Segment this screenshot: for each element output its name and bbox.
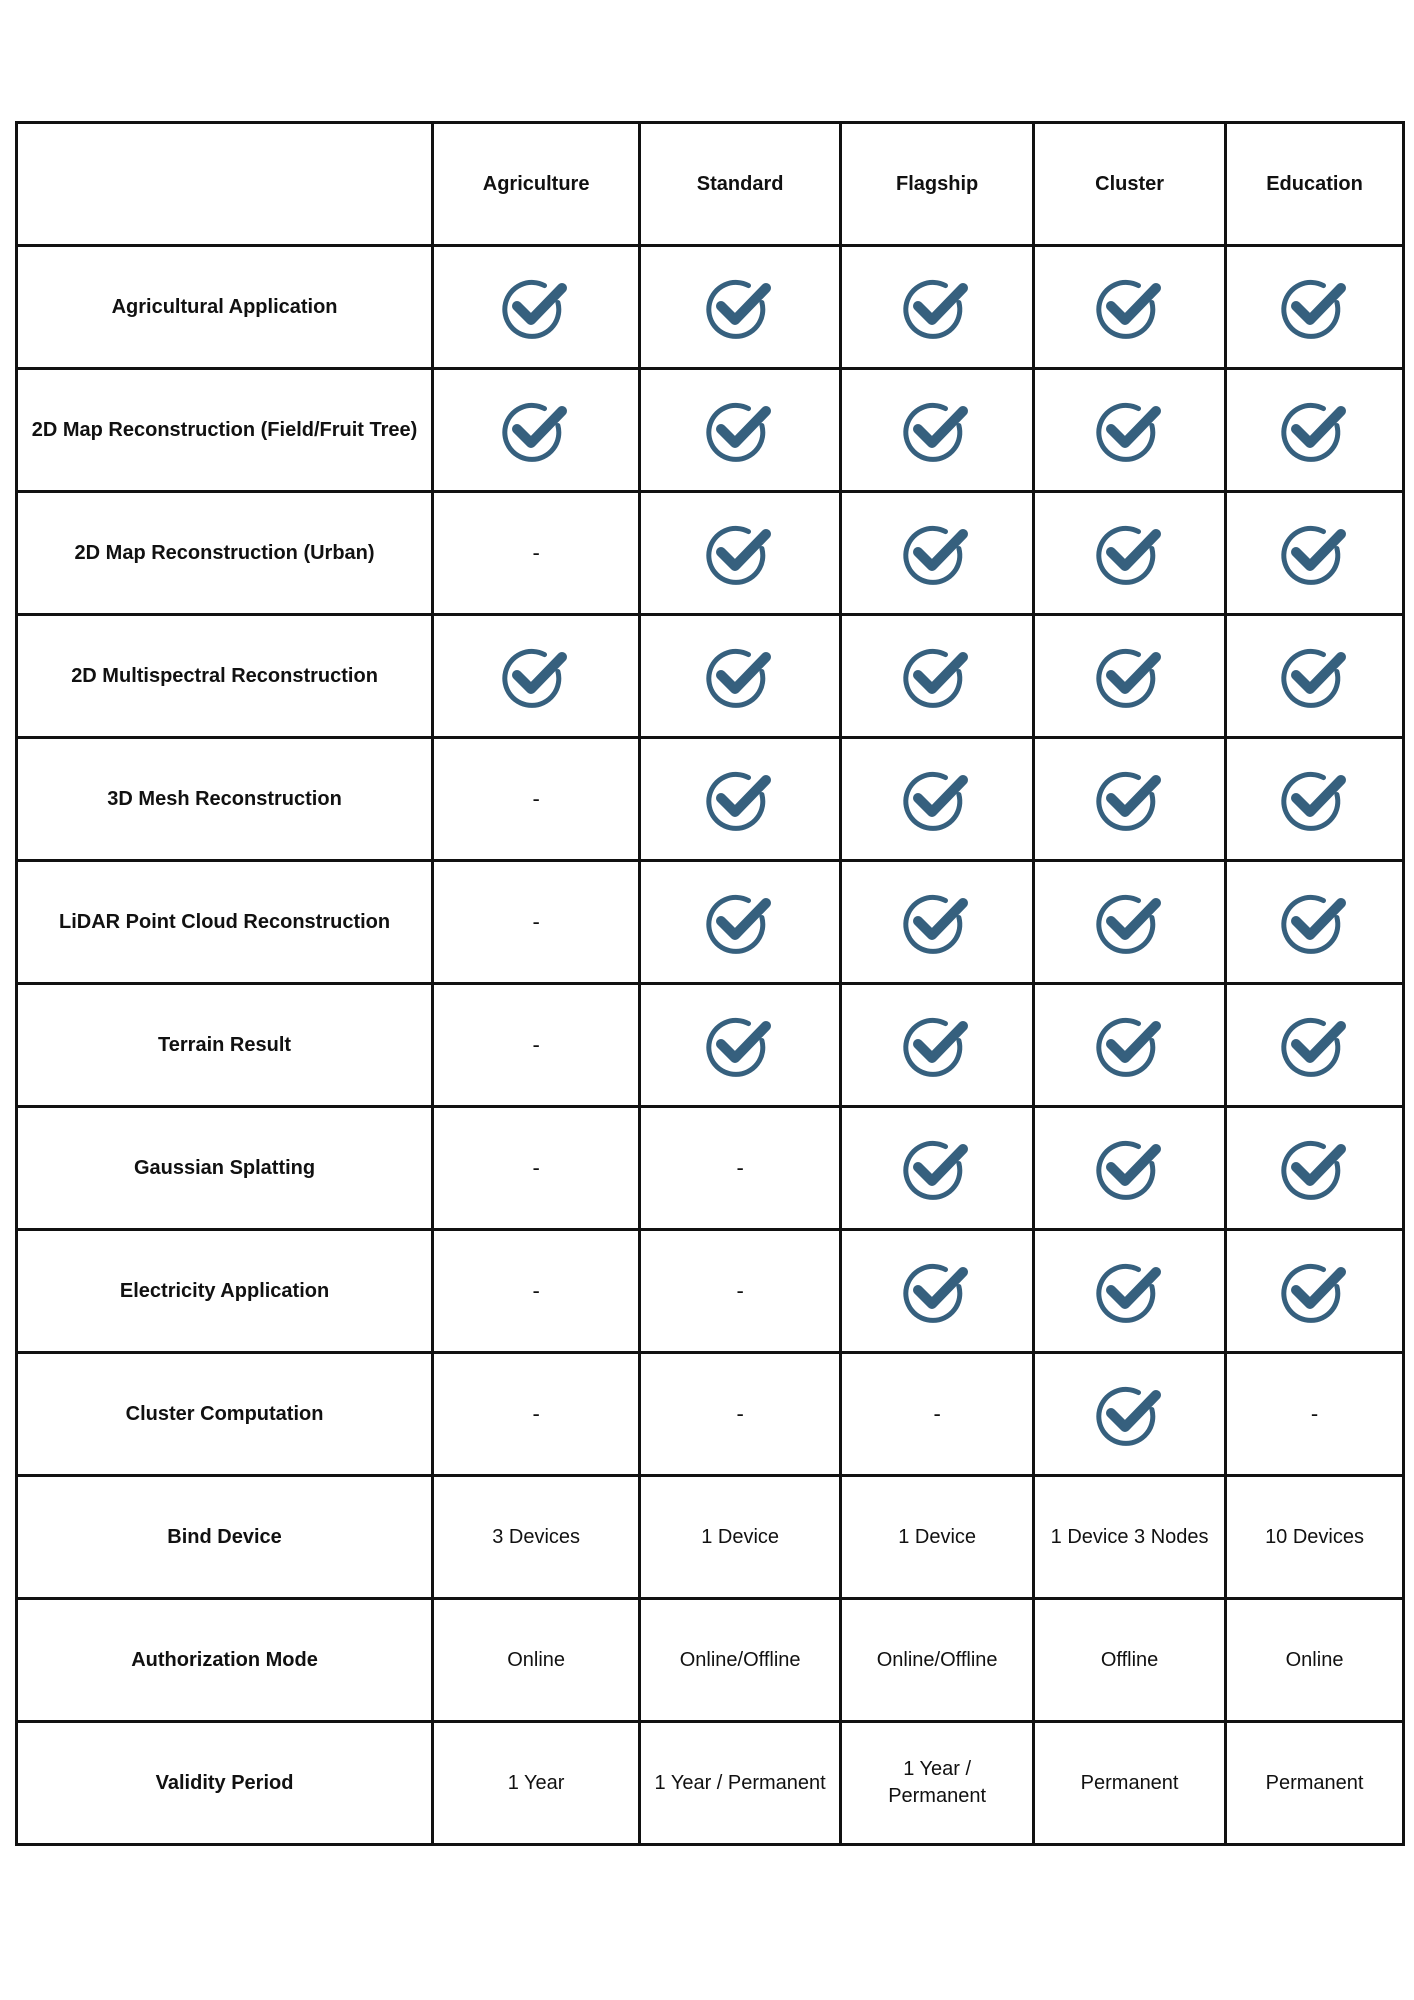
check-icon (500, 275, 572, 339)
check-cell (841, 615, 1034, 738)
check-icon (901, 767, 973, 831)
check-icon (901, 1259, 973, 1323)
check-icon (901, 398, 973, 462)
check-cell (1226, 1230, 1404, 1353)
dash-cell (433, 1353, 640, 1476)
row-label: LiDAR Point Cloud Reconstruction (17, 861, 433, 984)
table-row (17, 984, 1404, 1107)
check-cell (1226, 738, 1404, 861)
table-row (17, 1599, 1404, 1722)
cell-value: 1 Device (701, 1525, 780, 1548)
header-row (17, 123, 1404, 246)
cell-value: Online/Offline (679, 1648, 801, 1671)
dash-cell (640, 1107, 841, 1230)
row-label: Validity Period (17, 1722, 433, 1845)
dash-text: - (532, 1031, 540, 1057)
check-cell (640, 615, 841, 738)
row-label: Cluster Computation (17, 1353, 433, 1476)
dash-text: - (532, 1154, 540, 1180)
check-cell (841, 861, 1034, 984)
check-icon (1279, 521, 1351, 585)
dash-text: - (532, 1277, 540, 1303)
dash-text: - (736, 1277, 744, 1303)
check-icon (1094, 767, 1166, 831)
dash-cell (433, 738, 640, 861)
table-body (17, 246, 1404, 1845)
row-label: Terrain Result (17, 984, 433, 1107)
value-cell (640, 1722, 841, 1845)
check-cell (1034, 369, 1226, 492)
dash-cell (433, 984, 640, 1107)
table-row (17, 861, 1404, 984)
value-cell (433, 1476, 640, 1599)
check-cell (640, 984, 841, 1107)
check-cell (1226, 1107, 1404, 1230)
check-icon (704, 398, 776, 462)
dash-cell (640, 1353, 841, 1476)
cell-value: 1 Year / Permanent (654, 1771, 826, 1794)
cell-value: Offline (1100, 1648, 1159, 1671)
dash-text: - (736, 1154, 744, 1180)
check-cell (1034, 984, 1226, 1107)
check-icon (704, 767, 776, 831)
check-icon (1094, 1259, 1166, 1323)
table-row (17, 492, 1404, 615)
check-icon (1094, 890, 1166, 954)
dash-text: - (933, 1400, 941, 1426)
check-icon (901, 644, 973, 708)
row-label: Bind Device (17, 1476, 433, 1599)
check-icon (704, 275, 776, 339)
row-label: 2D Map Reconstruction (Field/Fruit Tree) (17, 369, 433, 492)
check-cell (1226, 369, 1404, 492)
row-label: 2D Map Reconstruction (Urban) (17, 492, 433, 615)
check-icon (1094, 1013, 1166, 1077)
table-row (17, 369, 1404, 492)
dash-cell (1226, 1353, 1404, 1476)
table-row (17, 1353, 1404, 1476)
check-cell (1034, 1230, 1226, 1353)
check-cell (433, 246, 640, 369)
row-label: Gaussian Splatting (17, 1107, 433, 1230)
table-row (17, 1107, 1404, 1230)
table-row (17, 738, 1404, 861)
check-cell (1226, 984, 1404, 1107)
check-icon (1094, 644, 1166, 708)
table-row (17, 1722, 1404, 1845)
dash-cell (841, 1353, 1034, 1476)
dash-text: - (532, 785, 540, 811)
value-cell (1226, 1722, 1404, 1845)
check-cell (841, 1107, 1034, 1230)
table-row (17, 1230, 1404, 1353)
dash-cell (640, 1230, 841, 1353)
row-label: Agricultural Application (17, 246, 433, 369)
value-cell (640, 1599, 841, 1722)
check-icon (1279, 890, 1351, 954)
check-cell (640, 246, 841, 369)
table-row (17, 246, 1404, 369)
cell-value: 10 Devices (1265, 1525, 1364, 1548)
cell-value: 1 Device (898, 1525, 977, 1548)
dash-text: - (532, 1400, 540, 1426)
column-header-flagship: Flagship (841, 123, 1034, 246)
table-row (17, 615, 1404, 738)
check-cell (1034, 246, 1226, 369)
cell-value: Online/Offline (876, 1648, 998, 1671)
column-header-cluster: Cluster (1034, 123, 1226, 246)
value-cell (841, 1476, 1034, 1599)
check-icon (901, 521, 973, 585)
check-cell (640, 369, 841, 492)
row-label: 2D Multispectral Reconstruction (17, 615, 433, 738)
cell-value: 1 Device 3 Nodes (1050, 1525, 1209, 1548)
check-cell (841, 984, 1034, 1107)
column-header-agriculture: Agriculture (433, 123, 640, 246)
check-cell (1034, 615, 1226, 738)
column-header-standard: Standard (640, 123, 841, 246)
check-cell (841, 246, 1034, 369)
check-cell (640, 861, 841, 984)
check-cell (1034, 1353, 1226, 1476)
value-cell (841, 1722, 1034, 1845)
cell-value: Online (507, 1648, 566, 1671)
check-icon (1094, 1382, 1166, 1446)
value-cell (841, 1599, 1034, 1722)
check-cell (640, 492, 841, 615)
check-cell (433, 369, 640, 492)
check-cell (1034, 492, 1226, 615)
value-cell (1034, 1599, 1226, 1722)
check-icon (1279, 767, 1351, 831)
dash-cell (433, 861, 640, 984)
dash-text: - (532, 539, 540, 565)
dash-cell (433, 1107, 640, 1230)
value-cell (433, 1599, 640, 1722)
check-icon (901, 1136, 973, 1200)
check-icon (704, 521, 776, 585)
check-icon (1279, 398, 1351, 462)
dash-cell (433, 1230, 640, 1353)
check-icon (1279, 1013, 1351, 1077)
check-icon (1094, 398, 1166, 462)
feature-comparison-table (15, 121, 1405, 1846)
row-label: Authorization Mode (17, 1599, 433, 1722)
check-cell (1034, 861, 1226, 984)
check-cell (1226, 861, 1404, 984)
check-icon (704, 1013, 776, 1077)
row-label: 3D Mesh Reconstruction (17, 738, 433, 861)
check-cell (1226, 492, 1404, 615)
value-cell (1034, 1476, 1226, 1599)
check-icon (901, 275, 973, 339)
check-icon (1279, 275, 1351, 339)
check-cell (433, 615, 640, 738)
check-icon (1094, 1136, 1166, 1200)
value-cell (1226, 1476, 1404, 1599)
column-header-education: Education (1226, 123, 1404, 246)
cell-value: Permanent (1080, 1771, 1179, 1794)
header-corner-cell (17, 123, 433, 246)
check-cell (841, 492, 1034, 615)
cell-value: 3 Devices (492, 1525, 581, 1548)
check-cell (841, 738, 1034, 861)
check-icon (704, 890, 776, 954)
dash-text: - (1310, 1400, 1319, 1426)
value-cell (1226, 1599, 1404, 1722)
check-icon (500, 644, 572, 708)
check-icon (1279, 644, 1351, 708)
value-cell (433, 1722, 640, 1845)
check-icon (901, 890, 973, 954)
check-icon (704, 644, 776, 708)
check-cell (841, 1230, 1034, 1353)
value-cell (1034, 1722, 1226, 1845)
cell-value: 1 Year / Permanent (888, 1758, 987, 1807)
check-cell (1034, 738, 1226, 861)
dash-text: - (532, 908, 540, 934)
check-cell (841, 369, 1034, 492)
check-icon (1094, 275, 1166, 339)
row-label: Electricity Application (17, 1230, 433, 1353)
cell-value: Online (1285, 1648, 1344, 1671)
check-cell (1034, 1107, 1226, 1230)
dash-cell (433, 492, 640, 615)
check-cell (640, 738, 841, 861)
value-cell (640, 1476, 841, 1599)
cell-value: 1 Year (507, 1771, 565, 1794)
table-row (17, 1476, 1404, 1599)
check-icon (1279, 1259, 1351, 1323)
check-icon (1279, 1136, 1351, 1200)
check-cell (1226, 246, 1404, 369)
check-icon (901, 1013, 973, 1077)
check-cell (1226, 615, 1404, 738)
check-icon (500, 398, 572, 462)
cell-value: Permanent (1265, 1771, 1364, 1794)
check-icon (1094, 521, 1166, 585)
dash-text: - (736, 1400, 744, 1426)
